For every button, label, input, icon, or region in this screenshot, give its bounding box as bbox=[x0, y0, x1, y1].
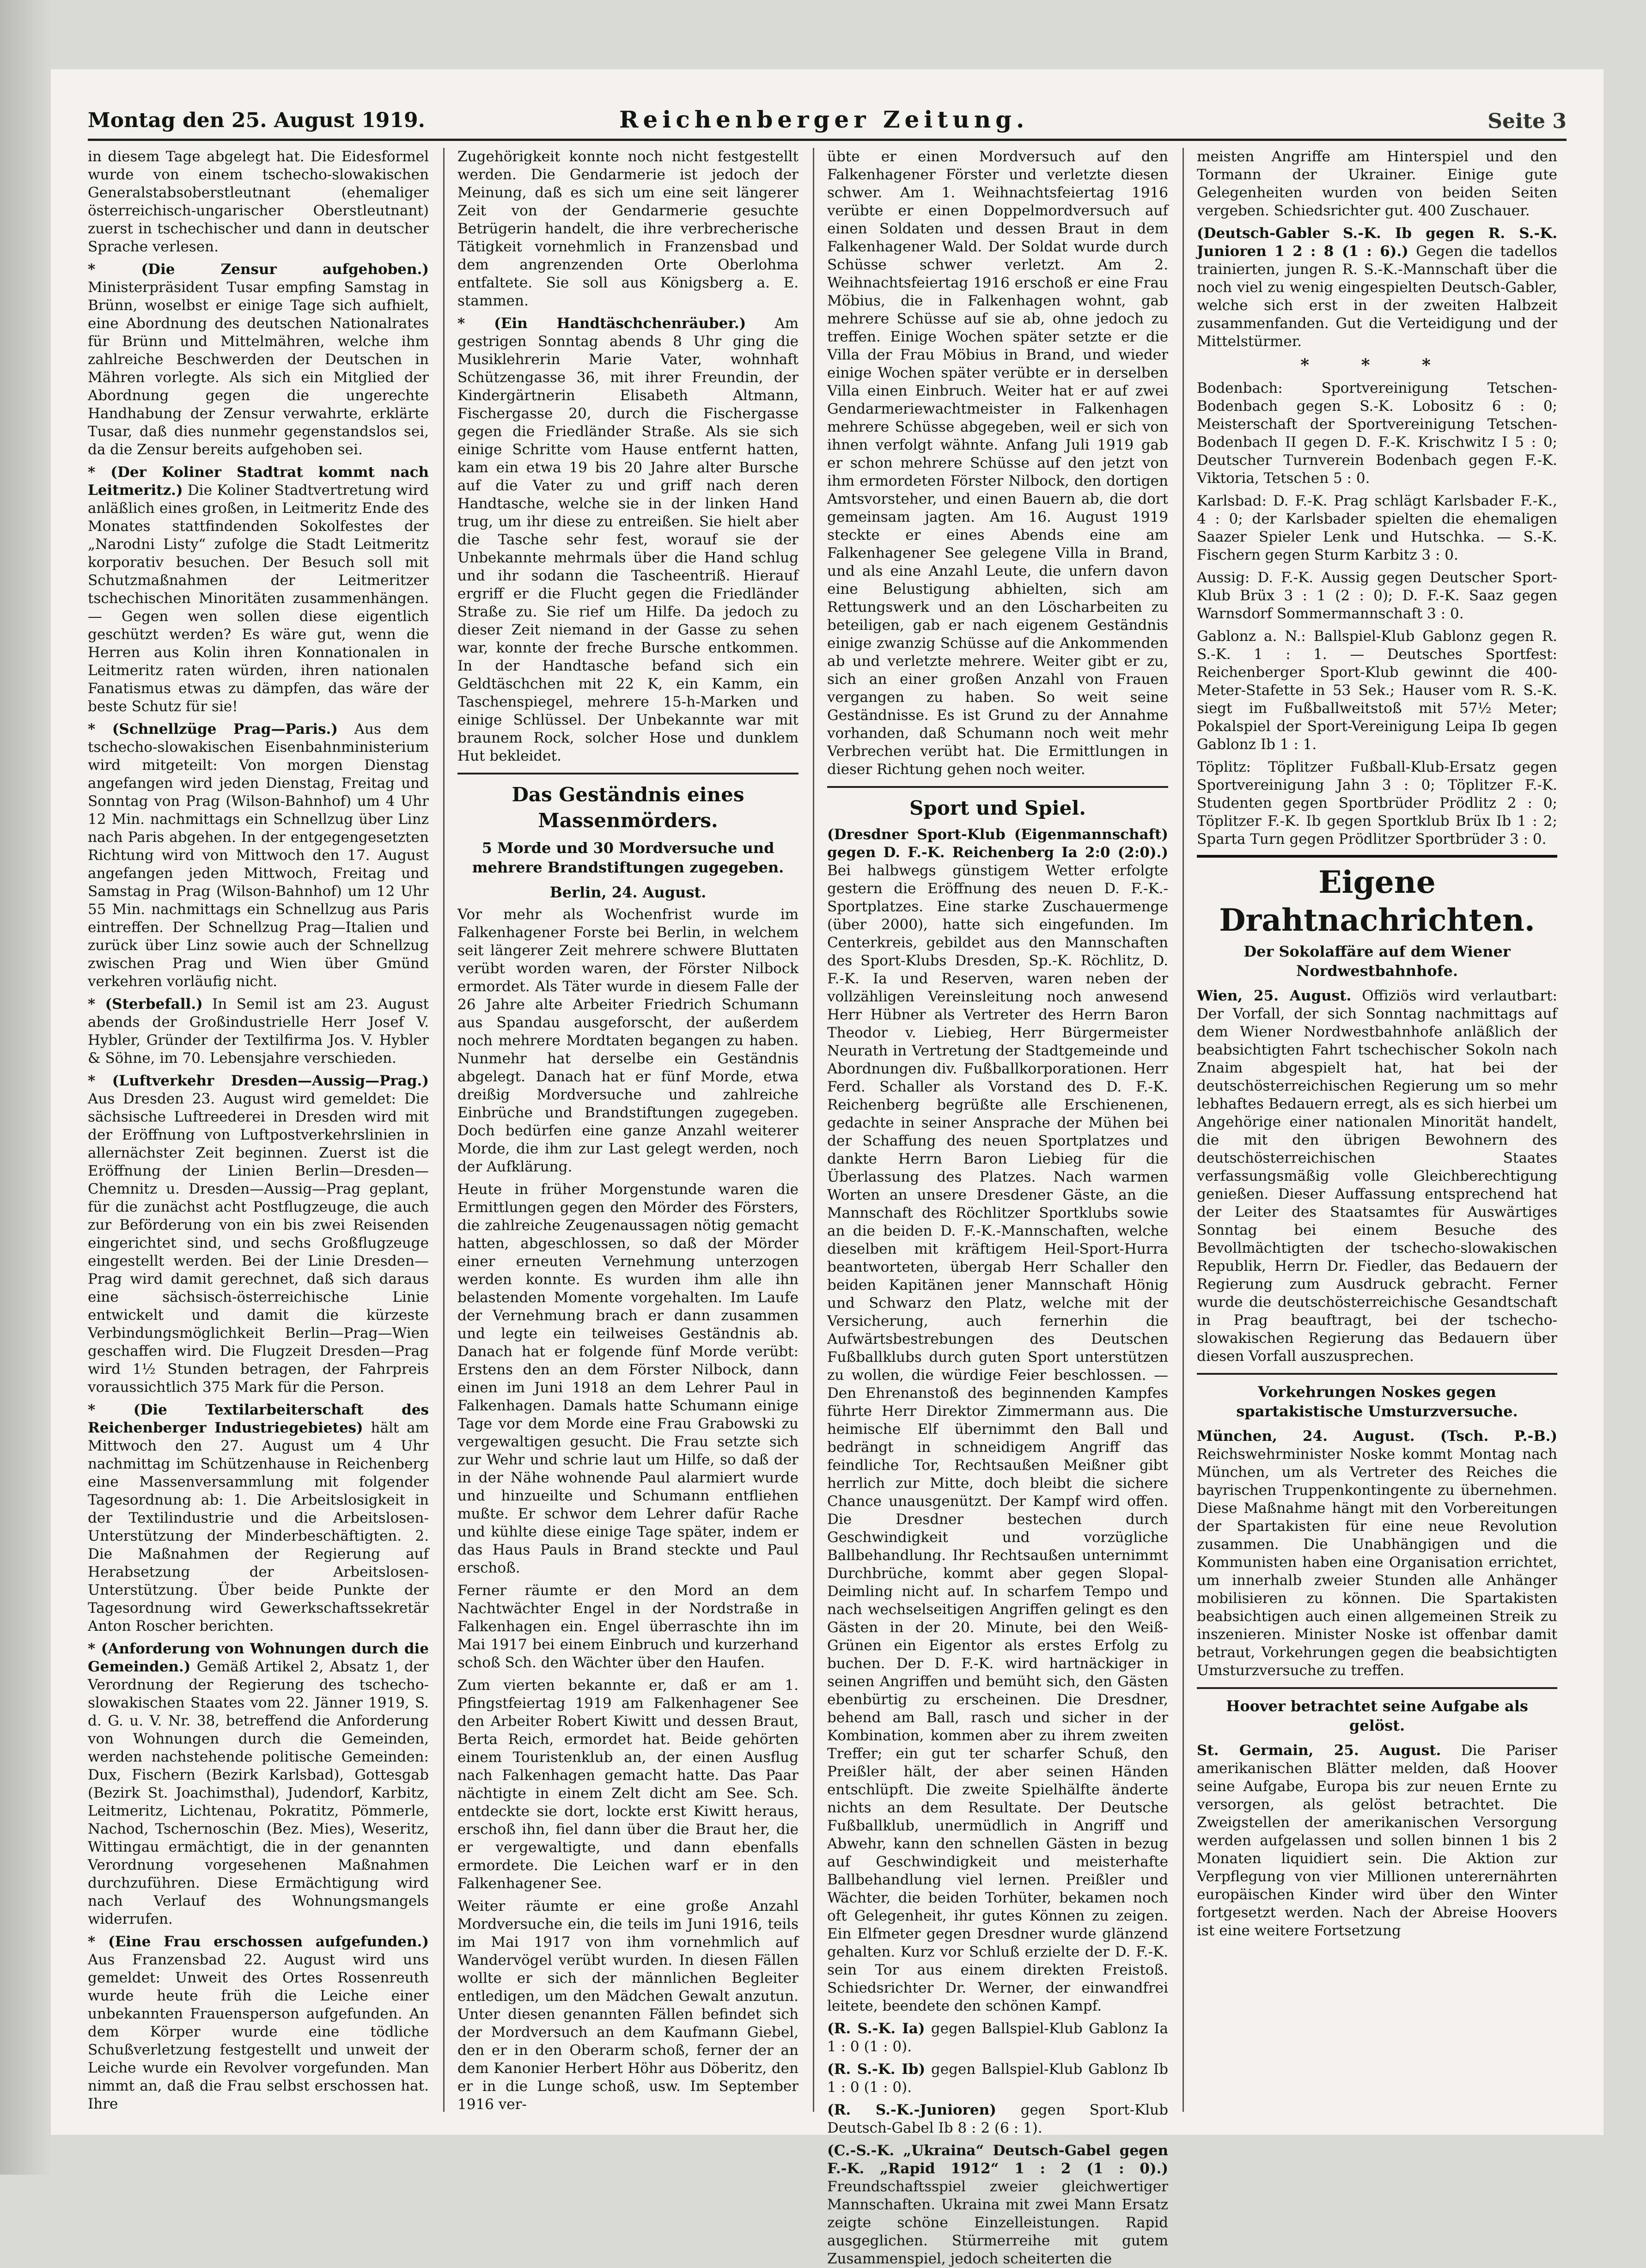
article-paragraph bbox=[1197, 628, 1557, 754]
newspaper-page bbox=[51, 69, 1603, 2267]
article-paragraph bbox=[457, 148, 799, 310]
paragraph-text: Weiter räumte er eine große Anzahl Mordversuche ein, die teils im Juni 1916, teils im Mai 1917 von ihm vornehmlich auf Wandervögel verübt wurden. In diesen Fällen wollte er sich der männlichen Begleiter entledigen, um den Mädchen Gewalt anzutun. Unter diesen genannten Fällen befindet sich der Mordversuch an dem Kaufmann Giebel, den er in den Oberarm schoß, ferner der an dem Kanonier Herbert Höhr aus Döberitz, den er in die Lunge schoß, usw. Im September 1916 ver- bbox=[457, 1898, 799, 2113]
section-divider-stars: * * * bbox=[1300, 355, 1454, 375]
paragraph-text: gegen Sport-Klub Deutsch-Gabel Ib 8 : 2 (6 : 1). bbox=[827, 2102, 1168, 2136]
paragraph-text: Zugehörigkeit konnte noch nicht festgestellt werden. Die Gendarmerie ist jedoch der Meinung, daß es sich um eine seit längerer Zeit von der Gendarmerie gesuchte Betrügerin handelt, die ihre verbrecherische Tätigkeit vornehmlich in Franzensbad und dem angrenzenden Orte Oberlohma entfaltete. Sie soll aus Königsberg a. E. stammen. bbox=[457, 148, 799, 309]
article-paragraph bbox=[827, 826, 1168, 2015]
section-rule bbox=[1197, 1687, 1557, 1689]
massmord-article-body bbox=[457, 906, 799, 2114]
paragraph-text: in diesem Tage abgelegt hat. Die Eidesformel wurde von einem tschecho-slowakischen Generalstabsoberstleutnant (ehemaliger österreichisch-ungarischer Oberstleutnant) zuerst in tschechischer und dann in deutscher Sprache verlesen. bbox=[88, 148, 429, 255]
header-date: Montag den 25. August 1919. bbox=[88, 109, 425, 132]
paragraph-text: Reichswehrminister Noske kommt Montag nach München, um als Vertreter des Reiches die bayrischen Truppenkontingente zu übernehmen. Diese Maßnahme hängt mit den Vorbereitungen der Spartakisten für eine neue Revolution zusammen. Die Unabhängigen und die Kommunisten haben eine Organisation errichtet, um innerhalb zweier Stunden alle Anhänger mobilisieren zu können. Die Spartakisten beabsichtigen auch einen allgemeinen Streik zu inszenieren. Minister Noske ist offenbar damit betraut, Vorkehrungen gegen die beabsichtigten Umsturzversuche zu treffen. bbox=[1197, 1446, 1557, 1679]
section-rule bbox=[457, 773, 799, 774]
paragraph-text: Heute in früher Morgenstunde waren die Ermittlungen gegen den Mörder des Försters, die zahlreiche Zeugenaussagen nötig gemacht hatten, abgeschlossen, so daß der Mörder einer erneuten Vernehmung unterzogen werden konnte. Es wurden ihm alle ihn belastenden Momente vorgehalten. Im Laufe der Vernehmung brach er dann zusammen und legte ein teilweises Geständnis ab. Danach hat er folgende fünf Morde verübt: Erstens den an dem Förster Nilbock, dann einen im Juni 1918 an dem Lehrer Paul in Falkenhagen. Damals hatte Schumann einige Tage vor dem Morde eine Frau Grabowski zu vergewaltigen gesucht. Die Frau setzte sich zur Wehr und schrie laut um Hilfe, so daß der in der Nähe wohnende Paul alarmiert wurde und hinzueilte und Schumann entfliehen mußte. Er schwor dem Lehrer dafür Rache und kühlte diese einige Tage später, indem er das Haus Pauls in Brand steckte und Paul erschoß. bbox=[457, 1181, 799, 1576]
article-paragraph bbox=[1197, 758, 1557, 848]
article-paragraph bbox=[457, 906, 799, 1176]
paragraph-lead: (Deutsch-Gabler S.-K. Ib gegen R. S.-K. Junioren 1 2 : 8 (1 : 6).) bbox=[1197, 225, 1557, 260]
article-headline-massmord: Das Geständnis eines Massenmörders. bbox=[512, 783, 744, 832]
paragraph-text: Die Pariser amerikanischen Blätter melden, daß Hoover seine Aufgabe, Europa bis zur neuen Ernte zu versorgen, als gelöst betrachtet. Die Zweigstellen der amerikanischen Versorgung werden aufgelassen und sollen binnen 1 bis 2 Monaten liquidiert sein. Die Aktion zur Verpflegung von vier Millionen unterernährten europäischen Kinder wird über den Winter fortgesetzt werden. Nach der Abreise Hoovers ist eine weitere Fortsetzung bbox=[1197, 1742, 1558, 1939]
article-paragraph bbox=[1197, 492, 1557, 564]
paragraph-lead: * (Ein Handtäschchenräuber.) bbox=[457, 315, 746, 332]
paragraph-lead: * (Anforderung von Wohnungen durch die Gemeinden.) bbox=[88, 1640, 429, 1675]
paragraph-text: Aus Dresden 23. August wird gemeldet: Die sächsische Luftreederei in Dresden wird mit der Eröffnung von Luftpostverkehrslinien in allernächster Zeit beginnen. Zuerst ist die Eröffnung der Linien Berlin—Dresden—Chemnitz u. Dresden—Aussig—Prag geplant, für die zunächst acht Postflugzeuge, die auch zur Beförderung von ein bis zwei Reisenden eingerichtet sind, und sechs Großflugzeuge eingestellt werden. Bei der Linie Dresden—Prag wird damit gerechnet, daß sich daraus eine sächsisch-österreichische Linie entwickelt und damit die kürzeste Verbindungsmöglichkeit Berlin—Prag—Wien geschaffen wird. Die Flugzeit Dresden—Prag wird 1½ Stunden betragen, der Fahrpreis voraussichtlich 375 Mark für die Person. bbox=[88, 1091, 429, 1396]
article-paragraph bbox=[457, 1677, 799, 1893]
masthead-title: Reichenberger Zeitung. bbox=[619, 106, 1029, 133]
sport-section-headline: Sport und Spiel. bbox=[909, 797, 1086, 819]
paragraph-lead: (C.-S.-K. „Ukraina“ Deutsch-Gabel gegen F.-K. „Rapid 1912“ 1 : 2 (1 : 0).) bbox=[827, 2142, 1168, 2177]
article-paragraph bbox=[827, 2101, 1168, 2137]
paragraph-lead: * (Luftverkehr Dresden—Aussig—Prag.) bbox=[88, 1073, 429, 1089]
paragraph-lead: * (Der Koliner Stadtrat kommt nach Leitmeritz.) bbox=[88, 464, 429, 499]
paragraph-lead: (R. S.-K.-Junioren) bbox=[827, 2102, 996, 2118]
paragraph-text: Ferner räumte er den Mord an dem Nachtwächter Engel in der Nordstraße in Falkenhagen ein. Engel überraschte ihn im Mai 1917 bei einem Einbruch und kurzerhand schoß Sch. den Wächter über den Haufen. bbox=[457, 1582, 799, 1671]
page-number: Seite 3 bbox=[1487, 110, 1567, 133]
paragraph-text: Karlsbad: D. F.-K. Prag schlägt Karlsbader F.-K., 4 : 0; der Karlsbader spielten die ehemaligen Saazer Spieler Lenk und Hutschka. — S.-K. Fischern gegen Sturm Karbitz 3 : 0. bbox=[1197, 493, 1557, 563]
column-3 bbox=[827, 148, 1168, 2267]
paragraph-text: Am gestrigen Sonntag abends 8 Uhr ging die Musiklehrerin Marie Vater, wohnhaft Schützengasse 36, mit ihrer Freundin, der Kindergärtnerin Elisabeth Altmann, Fischergasse 20, durch die Fischergasse gegen die Friedländer Straße. Als sie sich einige Schritte vom Hause entfernt hatten, kam ein etwa 19 bis 20 Jahre alter Bursche auf die Vater zu und griff nach deren Handtasche, welche sie in der linken Hand trug, um ihr diese zu entreißen. Sie hielt aber die Tasche sehr fest, worauf sie der Unbekannte mehrmals über die Hand schlug und ihr sodann die Tascheentriß. Hierauf ergriff er die Flucht gegen die Friedländer Straße zu. Sie rief um Hilfe. Da jedoch zu dieser Zeit niemand in der Gasse zu sehen war, konnte der freche Bursche entkommen. In der Handtasche befand sich ein Geldtäschchen mit 22 K, ein Kamm, ein Taschenspiegel, mehrere 15-h-Marken und einige Schlüssel. Der Unbekannte war mit braunem Rock, solcher Hose und dunklem Hut bekleidet. bbox=[457, 315, 799, 764]
noske-subhead: Vorkehrungen Noskes gegen spartakistische Umsturzversuche. bbox=[1236, 1383, 1518, 1420]
column-rule bbox=[1183, 148, 1184, 2112]
article-paragraph bbox=[88, 1401, 429, 1635]
article-paragraph bbox=[457, 1897, 799, 2114]
article-paragraph bbox=[88, 1072, 429, 1396]
sokol-affair-body bbox=[1197, 987, 1557, 1366]
article-paragraph bbox=[1197, 148, 1557, 220]
column-2 bbox=[457, 148, 799, 2116]
paragraph-text: Töplitz: Töplitzer Fußball-Klub-Ersatz gegen Sportvereinigung Jahn 3 : 0; Töplitzer F.-K. Studenten gegen Sportbrüder Prödlitz 2 : 0; Töplitzer F.-K. Ib gegen Sportklub Brüx Ib 1 : 2; Sparta Turn gegen Prödlitzer Sportbrüder 3 : 0. bbox=[1197, 759, 1557, 847]
hoover-subhead: Hoover betrachtet seine Aufgabe als gelöst. bbox=[1226, 1697, 1528, 1734]
paragraph-text: gegen Ballspiel-Klub Gablonz Ib 1 : 0 (1 : 0). bbox=[827, 2061, 1168, 2096]
column-rule bbox=[443, 148, 445, 2112]
paragraph-lead: (R. S.-K. Ib) bbox=[827, 2061, 926, 2078]
article-paragraph bbox=[457, 1181, 799, 1577]
paragraph-lead: (Dresdner Sport-Klub (Eigenmannschaft) gegen D. F.-K. Reichenberg Ia 2:0 (2:0).) bbox=[827, 826, 1168, 861]
column-1 bbox=[88, 148, 429, 2116]
paragraph-text: Aus Franzensbad 22. August wird uns gemeldet: Unweit des Ortes Rossenreuth wurde heute früh die Leiche einer unbekannten Frauensperson aufgefunden. An dem Körper wurde eine tödliche Schußverletzung festgestellt und unweit der Leiche wurde ein Revolver vorgefunden. Man nimmt an, daß die Frau selbst erschossen hat. Ihre bbox=[88, 1951, 429, 2112]
paragraph-text: Gegen die tadellos trainierten, jungen R. S.-K.-Mannschaft über die noch viel zu wenig eingespielten Deutsch-Gabler, welche sich erst in der zweiten Halbzeit zusammenfanden. Gut die Verteidigung und der Mittelstürmer. bbox=[1197, 243, 1558, 350]
paragraph-text: In Semil ist am 23. August abends der Großindustrielle Herr Josef V. Hybler, Gründer der Textilfirma Jos. V. Hybler & Söhne, im 70. Lebensjahre verschieden. bbox=[88, 996, 429, 1067]
paragraph-lead: * (Sterbefall.) bbox=[88, 996, 203, 1012]
paragraph-text: Vor mehr als Wochenfrist wurde im Falkenhagener Forste bei Berlin, in welchem seit längerer Zeit mehrere schwere Bluttaten verübt worden waren, der Förster Nilbock ermordet. Als Täter wurde in diesem Falle der 26 Jahre alte Arbeiter Friedrich Schumann aus Spandau ausgeforscht, der außerdem noch mehrere Mordtaten begangen zu haben. Nunmehr hat derselbe ein Geständnis abgelegt. Danach hat er fünf Morde, etwa dreißig Mordversuche und zahlreiche Einbrüche und Brandstiftungen zugegeben. Doch bedürfen eine ganze Anzahl weiterer Morde, die ihm zur Last gelegt werden, noch der Aufklärung. bbox=[457, 906, 799, 1175]
hoover-article-body bbox=[1197, 1742, 1557, 1940]
paragraph-text: Gemäß Artikel 2, Absatz 1, der Verordnung der Regierung des tschecho-slowakischen Staates vom 22. Jänner 1919, S. d. G. u. V. Nr. 38, betreffend die Anforderung von Wohnungen durch die Gemeinden, werden nachstehende politische Gemeinden: Dux, Fischern (Bezirk Karlsbad), Gottesgab (Bezirk St. Joachimsthal), Judendorf, Karbitz, Leitmeritz, Lichtenau, Pokratitz, Pömmerle, Nachod, Tschernoschin (Bez. Mies), Weseritz, Wittingau ermächtigt, die in der genannten Verordnung vorgesehenen Maßnahmen durchzuführen. Diese Ermächtigung wird nach Verlauf des Wohnungsmangels widerrufen. bbox=[88, 1658, 429, 1927]
article-paragraph bbox=[1197, 225, 1557, 351]
article-paragraph bbox=[827, 2061, 1168, 2097]
paragraph-text: Die Koliner Stadtvertretung wird anläßlich eines großen, in Leitmeritz Ende des Monates stattfindenden Sokolfestes der „Narodni Listy“ zufolge die Stadt Leitmeritz korporativ besuchen. Der Besuch soll mit Schutzmaßnahmen der Leitmeritzer tschechischen Minoritäten zusammenhängen. — Gegen wen sollen diese eigentlich geschützt werden? Es wäre gut, wenn die Herren aus Kolin ihren Konnationalen in Leitmeritz raten würden, ihren nationalen Fanatismus etwas zu dämpfen, das wäre der beste Schutz für sie! bbox=[88, 482, 429, 715]
paragraph-text: hält am Mittwoch den 27. August um 4 Uhr nachmittag im Schützenhause in Reichenberg eine Massenversammlung mit folgender Tagesordnung ab: 1. Die Arbeitslosigkeit in der Textilindustrie und die Arbeitslosen-Unterstützung der Minderbeschäftigten. 2. Die Maßnahmen der Regierung auf Herabsetzung der Arbeitslosen-Unterstützung. Über beide Punkte der Tagesordnung wird Gewerkschaftssekretär Anton Roscher berichten. bbox=[88, 1420, 429, 1634]
paragraph-lead: * (Eine Frau erschossen aufgefunden.) bbox=[88, 1933, 429, 1950]
paragraph-text: Bei halbwegs günstigem Wetter erfolgte gestern die Eröffnung des neuen D. F.-K.-Sportplatzes. Eine starke Zuschauermenge (über 2000), hatte sich eingefunden. Im Centerkreis, gebildet aus den Mannschaften des Sport-Klubs Dresden, Sp.-K. Röchlitz, D. F.-K. Ia und Reserven, waren neben der vollzähligen Vereinsleitung noch anwesend Herr Hübner als Vertreter des Herrn Baron Theodor v. Liebieg, Herr Bürgermeister Neurath in Vertretung der Stadtgemeinde und Abordnungen div. Fußballkorporationen. Herr Ferd. Schaller als Vorstand des D. F.-K. Reichenberg begrüßte alle Erschienenen, gedachte in seiner Ansprache der Mühen bei der Schaffung des neuen Sportplatzes und dankte Herrn Baron Liebieg für die Überlassung des Platzes. Nach warmen Worten an unsere Dresdener Gäste, an die Mannschaft des Röchlitzer Sportklubs sowie an die beiden D. F.-K.-Mannschaften, welche dieselben mit kräftigem Heil-Sport-Hurra beantworteten, übergab Herr Schaller den beiden Kapitänen jener Mannschaft Hönig und Schwarz den Platz, welche mit der Versicherung, auch fernerhin die Aufwärtsbestrebungen des Deutschen Fußballklubs durch guten Sport unterstützen zu wollen, die würdige Feier beschlossen. — Den Ehrenanstoß des beginnenden Kampfes führte Herr Direktor Zimmermann aus. Die heimische Elf übernimmt den Ball und bedrängt in schneidigem Angriff das feindliche Tor, Rechtsaußen Meißner gibt herrlich zur Mitte, doch bleibt die sichere Chance unausgenützt. Der Kampf wird offen. Die Dresdner bestechen durch Geschwindigkeit und vorzügliche Ballbehandlung. Ihr Rechtsaußen unternimmt Durchbrüche, kommt aber gegen Slopal-Deimling nicht auf. In scharfem Tempo und nach wechselseitigen Angriffen gelingt es den Gästen in der 20. Minute, bei den Weiß-Grünen ein Eigentor als erstes Erfolg zu buchen. Der D. F.-K. wird hartnäckiger in seinen Angriffen und bemüht sich, den Gästen ebenbürtig zu erscheinen. Die Dresdner, behend am Ball, rasch und sicher in der Kombination, kommen aber zu ihrem zweiten Treffer; ein gut ter scharfer Schuß, den Preißler hält, der aber seinen Händen entschlüpft. Die zweite Spielhälfte änderte nichts an dem Resultate. Der Deutsche Fußballklub, unermüdlich in Angriff und Abwehr, kann den schnellen Gästen in bezug auf Geschwindigkeit und meisterhafte Ballbehandlung viel lernen. Preißler und Wächter, die beiden Torhüter, bekamen noch oft Gelegenheit, ihr gutes Können zu zeigen. Ein Elfmeter gegen Dresdner wurde glänzend gehalten. Kurz vor Schluß erzielte der D. F.-K. sein Tor aus einem direkten Freistoß. Schiedsrichter Dr. Werner, der einwandfrei leitete, beendete den schönen Kampf. bbox=[827, 862, 1168, 2014]
article-paragraph bbox=[1197, 379, 1557, 488]
paragraph-text: übte er einen Mordversuch auf den Falkenhagener Förster und verletzte diesen schwer. Am 1. Weihnachtsfeiertag 1916 verübte er einen Doppelmordversuch auf einen Soldaten und dessen Braut in dem Falkenhagener Wald. Der Soldat wurde durch Schüsse schwer verletzt. Am 2. Weihnachtsfeiertag 1916 erschoß er eine Frau Möbius, die in Falkenhagen wohnt, gab mehrere Schüsse auf sie ab, ohne jedoch zu treffen. Einige Wochen später setzte er die Villa der Frau Möbius in Brand, und wieder einige Wochen später verübte er in derselben Villa einen Einbruch. Weiter hat er auf zwei Gendarmeriewachtmeister in Falkenhagen mehrere Schüsse abgegeben, weil er sich von ihnen verfolgt wähnte. Anfang Juli 1919 gab er schon mehrere Schüsse auf den jetzt von ihm ermordeten Förster Nilbock, den dortigen Amtsvorsteher, und einen Bauern ab, die dort gemeinsam jagten. Am 16. August 1919 steckte er eines Abends eine am Falkenhagener See gelegene Villa in Brand, und als eine Anzahl Leute, die unfern davon eine Belustigung abhielten, sich am Rettungswerk und an den Löscharbeiten zu beteiligen, gab er nach eigenem Geständnis einige zwanzig Schüsse auf die Ankommenden ab und verletzte mehrere. Weiter gibt er zu, sich an einer großen Anzahl von Frauen vergangen zu haben. So weit seine Geständnisse. Es ist Grund zu der Annahme vorhanden, daß Schumann noch weit mehr Verbrechen verübt hat. Die Ermittlungen in dieser Richtung gehen noch weiter. bbox=[827, 148, 1168, 778]
massmord-article-continued bbox=[827, 148, 1168, 779]
paragraph-text: Ministerpräsident Tusar empfing Samstag in Brünn, woselbst er einige Tage sich aufhielt, eine Abordnung des deutschen Nationalrates für Brünn und Mittelmähren, welche ihm zahlreiche Beschwerden der Deutschen in Mähren vorlegte. Als sich ein Mitglied der Abordnung gegen die ungerechte Handhabung der Zensur verwahrte, erklärte Tusar, daß dies nunmehr gegenstandslos sei, da die Zensur bereits aufgehoben sei. bbox=[88, 279, 429, 458]
paragraph-lead: Wien, 25. August. bbox=[1197, 988, 1352, 1004]
paragraph-text: Freundschaftsspiel zweier gleichwertiger Mannschaften. Ukraina mit zwei Mann Ersatz zeigte schöne Einzelleistungen. Rapid ausgeglichen. Stürmerreihe mit gutem Zusammenspiel, jedoch scheiterten die bbox=[827, 2178, 1168, 2267]
article-paragraph bbox=[827, 148, 1168, 779]
article-paragraph bbox=[88, 995, 429, 1067]
sport-results-continued bbox=[1197, 148, 1557, 848]
article-paragraph bbox=[88, 1640, 429, 1928]
article-paragraph bbox=[827, 2020, 1168, 2056]
article-paragraph bbox=[1197, 1427, 1557, 1680]
section-rule bbox=[827, 786, 1168, 788]
paragraph-text: Gablonz a. N.: Ballspiel-Klub Gablonz gegen R. S.-K. 1 : 1. — Deutsches Sportfest: Reichenberger Sport-Klub gewinnt die 400-Meter-Stafette in 53 Sek.; Hauser vom R. S.-K. siegt im Fußballweitstoß mit 57½ Meter; Pokalspiel der Sport-Vereinigung Leipa Ib gegen Gablonz Ib 1 : 1. bbox=[1197, 628, 1557, 753]
book-binding-shadow bbox=[0, 0, 51, 2175]
paragraph-text: Aussig: D. F.-K. Aussig gegen Deutscher Sport-Klub Brüx 3 : 1 (2 : 0); D. F.-K. Saaz gegen Warnsdorf Sommermannschaft 3 : 0. bbox=[1197, 569, 1557, 622]
page-header bbox=[88, 88, 1567, 141]
paragraph-text: meisten Angriffe am Hinterspiel und den Tormann der Ukrainer. Einige gute Gelegenheiten wurden von beiden Seiten vergeben. Schiedsrichter gut. 400 Zuschauer. bbox=[1197, 148, 1557, 219]
article-paragraph bbox=[88, 720, 429, 991]
paragraph-lead: St. Germain, 25. August. bbox=[1197, 1742, 1441, 1759]
section-rule bbox=[1197, 1373, 1557, 1375]
paragraph-lead: * (Die Zensur aufgehoben.) bbox=[88, 261, 429, 278]
article-paragraph bbox=[1197, 987, 1557, 1366]
sport-section-body bbox=[827, 826, 1168, 2268]
article-paragraph bbox=[88, 463, 429, 716]
article-paragraph bbox=[457, 1582, 799, 1672]
paragraph-lead: * (Die Textilarbeiterschaft des Reichenberger Industriegebietes) bbox=[88, 1402, 429, 1436]
article-paragraph bbox=[88, 261, 429, 459]
article-paragraph bbox=[457, 315, 799, 765]
column-4 bbox=[1197, 148, 1557, 2116]
article-paragraph bbox=[88, 1933, 429, 2113]
paragraph-lead: (R. S.-K. Ia) bbox=[827, 2020, 925, 2037]
paragraph-text: Zum vierten bekannte er, daß er am 1. Pfingstfeiertag 1919 am Falkenhagener See den Arbeiter Robert Kiwitt und dessen Braut, Berta Reich, ermordet hat. Beide gehörten einem Touristenklub an, der einen Ausflug nach Falkenhagen gemacht hatte. Das Paar nächtigte in einem Zelt dicht am See. Sch. entdeckte sie dort, lockte erst Kiwitt heraus, erschoß ihn, fiel dann über die Braut her, die er vergewaltigte, und dann ebenfalls ermordete. Die Leichen warf er in den Falkenhagener See. bbox=[457, 1677, 799, 1892]
article-paragraph bbox=[827, 2142, 1168, 2268]
noske-article-body bbox=[1197, 1427, 1557, 1680]
local-news-continued bbox=[457, 148, 799, 765]
drahtnachrichten-banner: Eigene Drahtnachrichten. bbox=[1197, 855, 1557, 939]
paragraph-lead: München, 24. August. (Tsch. P.-B.) bbox=[1197, 1428, 1557, 1445]
local-news-section bbox=[88, 148, 429, 2113]
article-dateline: Berlin, 24. August. bbox=[549, 884, 707, 901]
article-subhead-massmord: 5 Morde und 30 Mordversuche und mehrere Brandstiftungen zugegeben. bbox=[472, 839, 784, 876]
paragraph-text: gegen Ballspiel-Klub Gablonz Ia 1 : 0 (1 : 0). bbox=[827, 2020, 1168, 2055]
sokol-affair-subhead: Der Sokolaffäre auf dem Wiener Nordwestbahnhofe. bbox=[1244, 943, 1511, 980]
paragraph-lead: * (Schnellzüge Prag—Paris.) bbox=[88, 721, 338, 738]
paragraph-text: Bodenbach: Sportvereinigung Tetschen-Bodenbach gegen S.-K. Lobositz 6 : 0; Meisterschaft der Sportvereinigung Tetschen-Bodenbach II gegen D. F.-K. Krischwitz I 5 : 0; Deutscher Turnverein Bodenbach gegen F.-K. Viktoria, Tetschen 5 : 0. bbox=[1197, 380, 1557, 487]
article-paragraph bbox=[1197, 1742, 1557, 1940]
paragraph-text: Offiziös wird verlautbart: Der Vorfall, der sich Sonntag nachmittags auf dem Wiener Nordwestbahnhofe anläßlich der beabsichtigten Fahrt tschechischer Sokoln nach Znaim abgespielt hat, hat bei der deutschösterreichischen Regierung um so mehr lebhaftes Bedauern erregt, als es sich hierbei um Angehörige einer nationalen Minorität handelt, die mit den übrigen Bewohnern des deutschösterreichischen Staates verfassungsmäßig volle Gleichberechtigung genießen. Dieser Auffassung entsprechend hat der Leiter des Staatsamtes für Auswärtiges Sonntag bei einem Besuche des Bevollmächtigten der tschecho-slowakischen Republik, Herrn Dr. Fiedler, das Bedauern der Regierung zum Ausdruck gebracht. Ferner wurde die deutschösterreichische Gesandtschaft in Prag beauftragt, bei der tschecho-slowakischen Regierung das Bedauern über diesen Vorfall auszusprechen. bbox=[1197, 988, 1557, 1365]
paragraph-text: Aus dem tschecho-slowakischen Eisenbahnministerium wird mitgeteilt: Von morgen Dienstag angefangen wird jeden Dienstag, Freitag und Sonntag von Prag (Wilson-Bahnhof) um 4 Uhr 12 Min. nachmittags ein Schnellzug über Linz nach Paris abgehen. In der entgegengesetzten Richtung wird von Mittwoch den 17. August angefangen jeden Mittwoch, Freitag und Samstag in Prag (Wilson-Bahnhof) um 12 Uhr 55 Min. nachmittags ein Schnellzug aus Paris eintreffen. Der Schnellzug Prag—Italien und zurück über Linz sowie auch der Schnellzug zwischen Prag und Wien über Gmünd verkehren vorläufig nicht. bbox=[88, 721, 429, 990]
article-paragraph bbox=[88, 148, 429, 256]
column-rule bbox=[813, 148, 814, 2112]
article-paragraph bbox=[1197, 569, 1557, 623]
